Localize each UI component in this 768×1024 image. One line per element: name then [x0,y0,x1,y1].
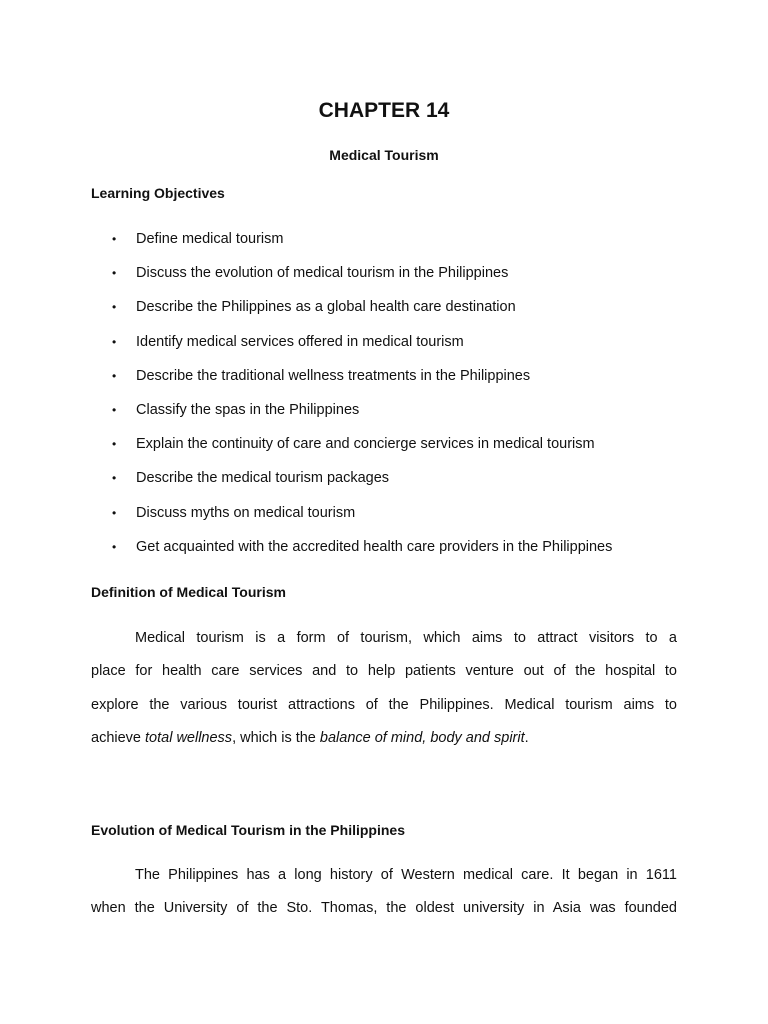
list-item: • Describe the traditional wellness treatments in the Philippines [112,364,712,398]
bullet-icon: • [112,368,117,383]
bullet-icon: • [112,539,117,554]
list-item: • Explain the continuity of care and concierge services in medical tourism [112,432,712,466]
paragraph-line: when the University of the Sto. Thomas, the oldest university in Asia was founded [91,900,677,917]
list-item: • Classify the spas in the Philippines [112,398,712,432]
evolution-heading: Evolution of Medical Tourism in the Philippines [91,822,405,838]
learning-objectives-heading: Learning Objectives [91,185,225,201]
list-item: • Get acquainted with the accredited health care providers in the Philippines [112,535,712,569]
list-item: • Identify medical services offered in medical tourism [112,330,712,364]
bullet-icon: • [112,437,117,452]
bullet-icon: • [112,505,117,520]
bullet-icon: • [112,334,117,349]
paragraph-line: Medical tourism is a form of tourism, which aims to attract visitors to a [135,630,677,646]
definition-paragraph [91,622,677,755]
list-item: • Define medical tourism [112,227,712,261]
bullet-icon: • [112,300,117,315]
list-item: • Discuss the evolution of medical tourism in the Philippines [112,261,712,295]
chapter-subtitle: Medical Tourism [329,147,439,163]
list-item: • Discuss myths on medical tourism [112,501,712,535]
bullet-icon: • [112,232,117,246]
paragraph-line: explore the various tourist attractions of the Philippines. Medical tourism aims to [91,696,677,713]
evolution-paragraph [91,859,677,926]
learning-objectives-list [112,227,712,569]
paragraph-line: achieve total wellness, which is the balance of mind, body and spirit. [91,729,529,746]
bullet-icon: • [112,266,117,281]
bullet-icon: • [112,402,117,417]
paragraph-line: place for health care services and to help patients venture out of the hospital to [91,663,677,680]
bullet-icon: • [112,471,117,486]
list-item: • Describe the Philippines as a global health care destination [112,295,712,329]
list-item: • Describe the medical tourism packages [112,466,712,500]
chapter-title: CHAPTER 14 [318,99,450,122]
definition-heading: Definition of Medical Tourism [91,584,286,600]
paragraph-line: The Philippines has a long history of Western medical care. It began in 1611 [135,867,677,883]
emphasis-total-wellness: total wellness [145,729,233,746]
emphasis-balance: balance of mind, body and spirit [319,729,525,746]
